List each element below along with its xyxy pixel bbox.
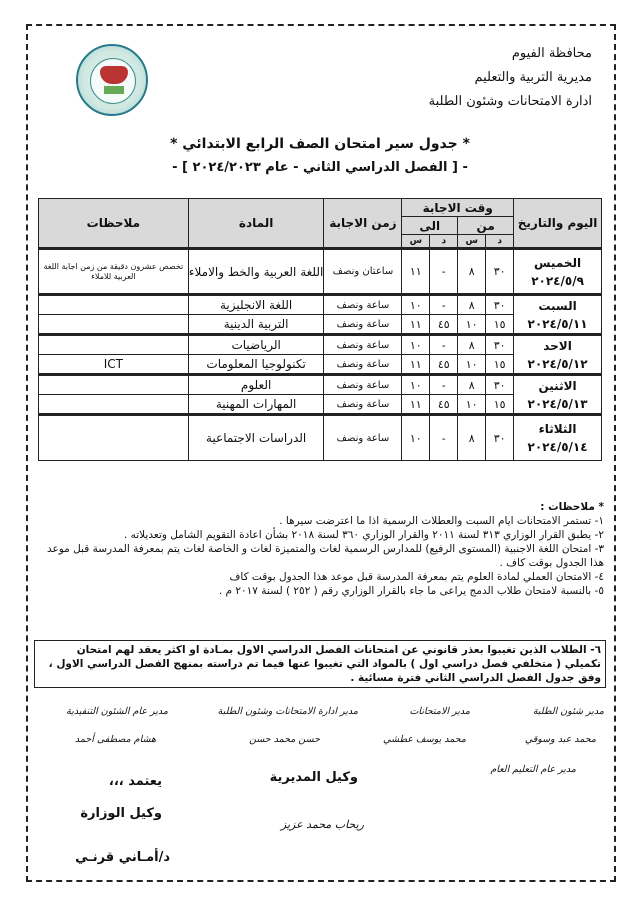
header-from-hour: س: [458, 235, 486, 249]
header-day-date: اليوم والتاريخ: [514, 199, 602, 249]
header-governorate: محافظة الفيوم: [511, 46, 592, 61]
page-subtitle: - [ الفصل الدراسي الثاني - عام ٢٠٢٤/٢٠٢٣ ] -: [172, 160, 468, 175]
note-item: ١- تستمر الامتحانات ايام السبت والعطلات الرسمية اذا ما اعترضت سيرها .: [279, 515, 604, 527]
deputy-minister-title: وكيل الوزارة: [80, 806, 162, 821]
header-duration: زمن الاجابة: [324, 199, 402, 249]
header-to-hour: س: [402, 235, 430, 249]
header-department: ادارة الامتحانات وشئون الطلبة: [428, 94, 592, 109]
to-hour-cell: ١٠: [402, 295, 430, 315]
to-hour-cell: ١٠: [402, 375, 430, 395]
header-subject: المادة: [188, 199, 324, 249]
from-min-cell: ٣٠: [486, 335, 514, 355]
header-answer-time: وقت الاجابة: [402, 199, 514, 217]
from-hour-cell: ٨: [458, 335, 486, 355]
signature-title: مدير شئون الطلبة: [532, 706, 604, 717]
from-min-cell: ١٥: [486, 395, 514, 415]
subject-cell: اللغة العربية والخط والاملاء: [188, 249, 324, 295]
note-item-6-box: ٦- الطلاب الذين تغيبوا بعذر قانوني عن امتحانات الفصل الدراسي الاول بمـادة او اكثر يعقد لهم امتحان تكميلي ( متخلفي فصل دراسي اول ) بالمواد التي تغيبوا عنها فيما تم دراسته بمنهج الفصل الدراسي الاول ، وفق جدول الفصل الدراسي الثاني فترة مسائية .: [34, 640, 606, 688]
from-hour-cell: ٨: [458, 375, 486, 395]
table-row: [39, 295, 602, 315]
notes-section: [34, 500, 604, 598]
signature-name: محمد عبد وسوقي: [524, 734, 596, 745]
subject-cell: الرياضيات: [188, 335, 324, 355]
duration-cell: ساعة ونصف: [324, 395, 402, 415]
duration-cell: ساعة ونصف: [324, 415, 402, 461]
signature-title: مدير الامتحانات: [409, 706, 470, 717]
signature-name: هشام مصطفى أحمد: [74, 734, 156, 745]
from-min-cell: ١٥: [486, 315, 514, 335]
from-min-cell: ٣٠: [486, 375, 514, 395]
header-notes: ملاحظات: [39, 199, 189, 249]
to-min-cell: -: [430, 249, 458, 295]
header-to: الى: [402, 217, 458, 235]
to-min-cell: -: [430, 335, 458, 355]
note-cell: [39, 375, 189, 395]
from-hour-cell: ١٠: [458, 395, 486, 415]
table-row: [39, 335, 602, 355]
duration-cell: ساعتان ونصف: [324, 249, 402, 295]
page-title: * جدول سير امتحان الصف الرابع الابتدائي *: [170, 136, 470, 152]
from-hour-cell: ٨: [458, 249, 486, 295]
signature-name: حسن محمد حسن: [249, 734, 320, 745]
note-cell: تخصص عشرون دقيقة من زمن اجابة اللغة العربية للاملاء: [39, 249, 189, 295]
subject-cell: تكنولوجيا المعلومات: [188, 355, 324, 375]
subject-cell: الدراسات الاجتماعية: [188, 415, 324, 461]
deputy-minister-name: د/أمـاني قرنـي: [75, 850, 170, 865]
from-hour-cell: ٨: [458, 415, 486, 461]
header-from-min: د: [486, 235, 514, 249]
to-min-cell: ٤٥: [430, 355, 458, 375]
signature-title: مدير عام الشئون التنفيذية: [66, 706, 168, 717]
note-item: ٢- يطبق القرار الوزاري ٣١٣ لسنة ٢٠١١ والقرار الوزاري ٣٦٠ لسنة ٢٠١٨ بشأن اعادة التقويم الشامل وتعديلاته .: [123, 529, 604, 541]
to-min-cell: ٤٥: [430, 315, 458, 335]
duration-cell: ساعة ونصف: [324, 315, 402, 335]
note-item: ٣- امتحان اللغة الاجنبية (المستوى الرفيع) للمدارس الرسمية لغات والمتميزة لغات و الخاصة لغات يتم بمعرفة المدرسة قبل موعد هذا الجدول بوقت كاف .: [46, 543, 604, 569]
note-item: ٤- الامتحان العملي لمادة العلوم يتم بمعرفة المدرسة قبل موعد هذا الجدول بوقت كاف: [229, 571, 604, 583]
duration-cell: ساعة ونصف: [324, 355, 402, 375]
note-cell: [39, 335, 189, 355]
exam-schedule-table: [38, 198, 602, 461]
deputy-directorate-title: وكيل المديرية: [269, 770, 358, 785]
from-min-cell: ١٥: [486, 355, 514, 375]
to-min-cell: -: [430, 375, 458, 395]
header-directorate: مديرية التربية والتعليم: [474, 70, 592, 85]
from-min-cell: ٣٠: [486, 295, 514, 315]
from-hour-cell: ١٠: [458, 315, 486, 335]
day-date-cell: الاثنين ٢٠٢٤/٥/١٣: [514, 375, 602, 415]
notes-heading: * ملاحظات :: [540, 501, 604, 513]
day-date-cell: الاحد ٢٠٢٤/٥/١٢: [514, 335, 602, 375]
signature-name: محمد يوسف عطشي: [383, 734, 466, 745]
to-hour-cell: ١١: [402, 315, 430, 335]
day-date-cell: الخميس ٢٠٢٤/٥/٩: [514, 249, 602, 295]
duration-cell: ساعة ونصف: [324, 375, 402, 395]
subject-cell: اللغة الانجليزية: [188, 295, 324, 315]
approval-label: يعتمد ،،،: [108, 774, 162, 789]
to-hour-cell: ١١: [402, 355, 430, 375]
from-hour-cell: ١٠: [458, 355, 486, 375]
deputy-directorate-name: ريحاب محمد عزيز: [280, 818, 364, 831]
day-date-cell: الثلاثاء ٢٠٢٤/٥/١٤: [514, 415, 602, 461]
table-row: [39, 249, 602, 295]
to-hour-cell: ١١: [402, 249, 430, 295]
subject-cell: المهارات المهنية: [188, 395, 324, 415]
note-cell: [39, 315, 189, 335]
to-hour-cell: ١٠: [402, 335, 430, 355]
to-min-cell: -: [430, 295, 458, 315]
duration-cell: ساعة ونصف: [324, 295, 402, 315]
subject-cell: التربية الدينية: [188, 315, 324, 335]
from-min-cell: ٣٠: [486, 249, 514, 295]
duration-cell: ساعة ونصف: [324, 335, 402, 355]
table-row: [39, 375, 602, 395]
from-min-cell: ٣٠: [486, 415, 514, 461]
table-row: [39, 415, 602, 461]
from-hour-cell: ٨: [458, 295, 486, 315]
subject-cell: العلوم: [188, 375, 324, 395]
header-to-min: د: [430, 235, 458, 249]
to-min-cell: -: [430, 415, 458, 461]
general-manager-title: مدير عام التعليم العام: [490, 764, 576, 775]
to-hour-cell: ١١: [402, 395, 430, 415]
note-item: ٥- بالنسبة لامتحان طلاب الدمج يراعى ما جاء بالقرار الوزاري رقم ( ٢٥٢ ) لسنة ٢٠١٧ م .: [218, 585, 604, 597]
note-cell: [39, 295, 189, 315]
to-hour-cell: ١٠: [402, 415, 430, 461]
header-from: من: [458, 217, 514, 235]
directorate-logo: [76, 44, 148, 116]
note-cell: ICT: [39, 355, 189, 375]
note-cell: [39, 395, 189, 415]
signature-title: مدير ادارة الامتحانات وشئون الطلبة: [217, 706, 358, 717]
note-cell: [39, 415, 189, 461]
to-min-cell: ٤٥: [430, 395, 458, 415]
day-date-cell: السبت ٢٠٢٤/٥/١١: [514, 295, 602, 335]
